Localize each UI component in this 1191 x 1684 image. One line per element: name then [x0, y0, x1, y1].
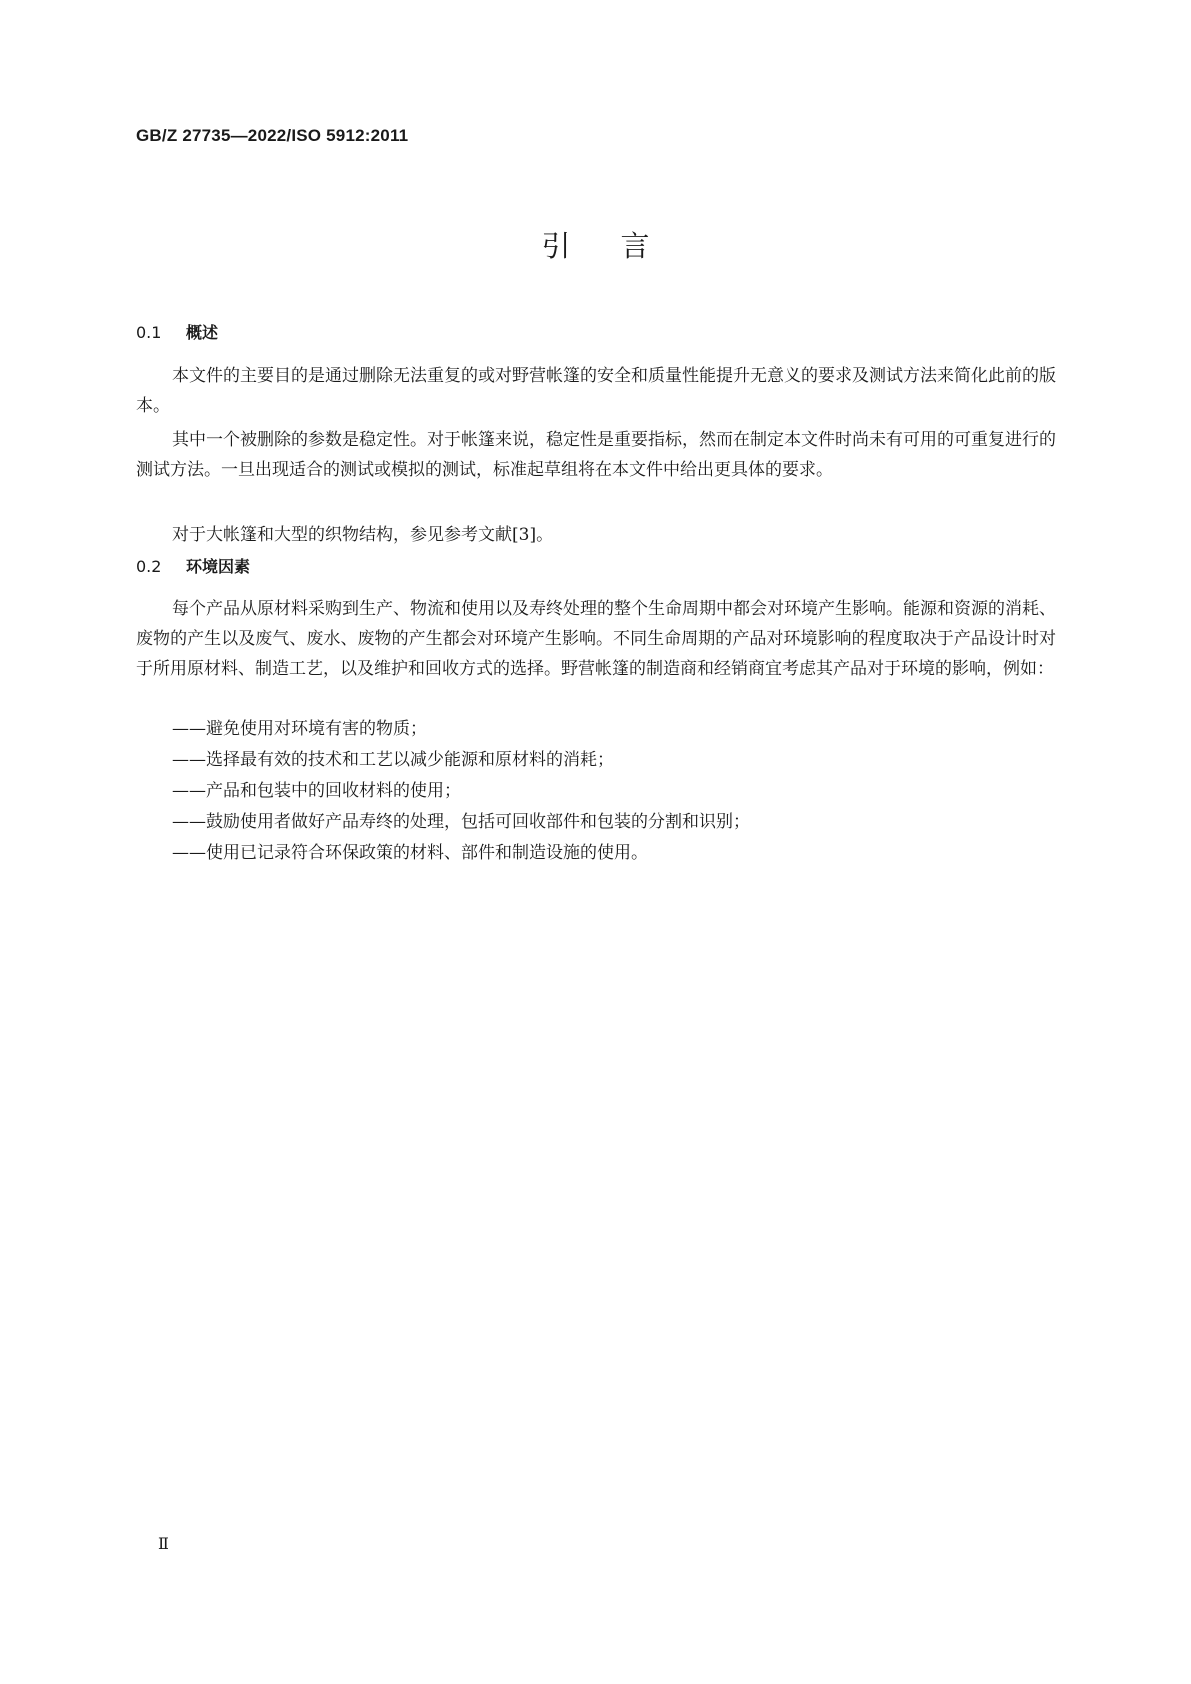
paragraph: 每个产品从原材料采购到生产、物流和使用以及寿终处理的整个生命周期中都会对环境产生影响。能源和资源的消耗、废物的产生以及废气、废水、废物的产生都会对环境产生影响。不同生命周期的产品对环境影响的程度取决于产品设计时对于所用原材料、制造工艺，以及维护和回收方式的选择。野营帐篷的制造商和经销商宜考虑其产品对于环境的影响，例如： [136, 599, 1056, 679]
paragraph: 本文件的主要目的是通过删除无法重复的或对野营帐篷的安全和质量性能提升无意义的要求及测试方法来简化此前的版本。 [136, 366, 1056, 416]
section-title: 概述 [186, 323, 219, 342]
list-item: ——鼓励使用者做好产品寿终的处理，包括可回收部件和包装的分割和识别； [172, 812, 750, 832]
paragraph: 其中一个被删除的参数是稳定性。对于帐篷来说，稳定性是重要指标，然而在制定本文件时尚未有可用的可重复进行的测试方法。一旦出现适合的测试或模拟的测试，标准起草组将在本文件中给出更具体的要求。 [136, 430, 1056, 480]
document-code [136, 126, 408, 146]
section-heading-environment [136, 555, 250, 579]
list-item: ——避免使用对环境有害的物质； [172, 719, 427, 739]
section-number: 0.1 [136, 323, 162, 342]
section-heading-overview [136, 321, 218, 345]
list-item: ——使用已记录符合环保政策的材料、部件和制造设施的使用。 [172, 843, 648, 863]
document-code-text: GB/Z 27735—2022/ISO 5912:2011 [136, 126, 409, 145]
page-number: Ⅱ [158, 1534, 169, 1553]
list-item: ——选择最有效的技术和工艺以减少能源和原材料的消耗； [172, 750, 614, 770]
section-title: 环境因素 [186, 557, 251, 576]
list-item: ——产品和包装中的回收材料的使用； [172, 781, 461, 801]
paragraph: 对于大帐篷和大型的织物结构，参见参考文献[3]。 [172, 525, 554, 545]
page-title: 引言 [541, 229, 700, 263]
section-number: 0.2 [136, 557, 162, 576]
